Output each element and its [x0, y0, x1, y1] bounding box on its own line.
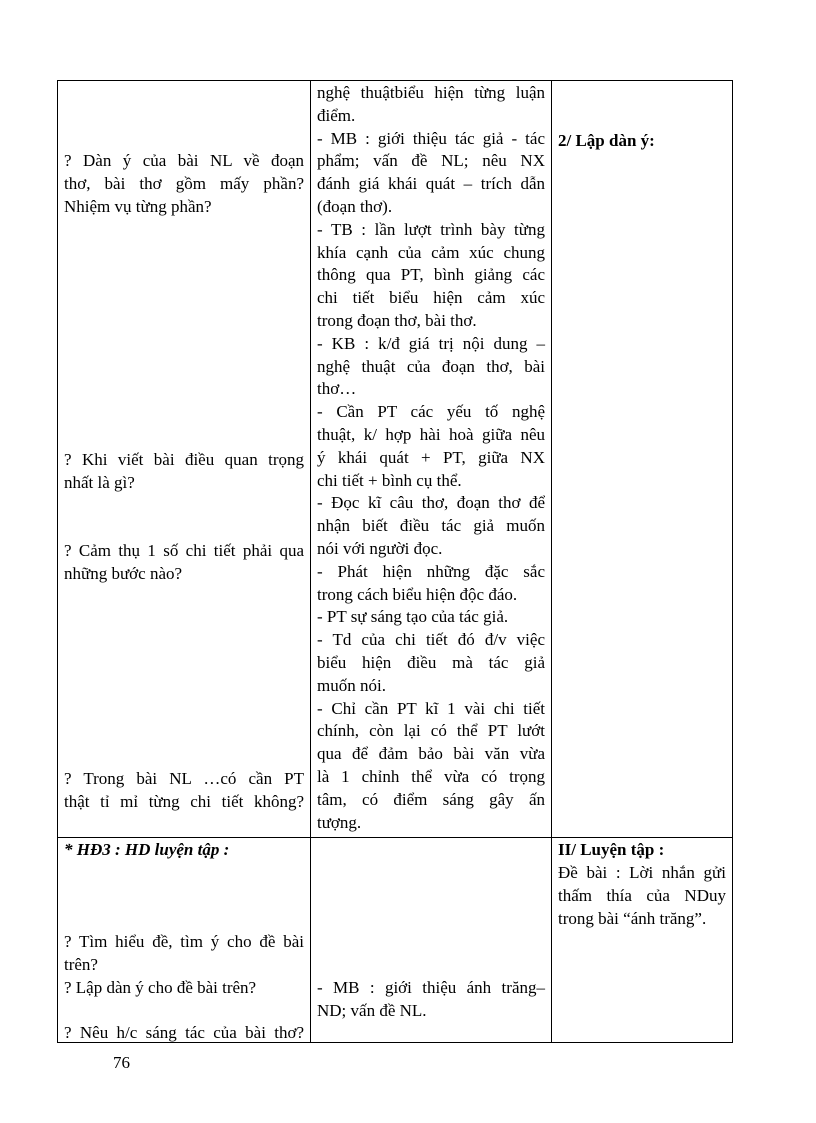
question-line: Nhiệm vụ từng phần?: [64, 197, 212, 216]
answer-line: trong đoạn thơ, bài thơ.: [317, 311, 477, 330]
answer-line: - MB : giới thiệu tác giả - tác: [317, 128, 545, 148]
topic-line: Đề bài : Lời nhắn gửi: [558, 863, 726, 882]
practice-questions-cell: [58, 838, 311, 1043]
practice-answers-cell: [311, 838, 552, 1043]
answer-line: đánh giá khái quát – trích dẫn: [317, 174, 545, 194]
question-line: ? Cảm thụ 1 số chi tiết phải qua: [64, 541, 304, 560]
answer-line: tâm, có điểm sáng gây ấn: [317, 789, 545, 809]
table-row: [58, 838, 733, 1043]
answer-line: thuật, k/ hợp hài hoà giữa nêu: [317, 425, 545, 444]
answer-line: trong cách biểu hiện độc đáo.: [317, 584, 518, 604]
answer-line: ND; vấn đề NL.: [317, 1001, 427, 1020]
answer-line: (đoạn thơ).: [317, 197, 393, 216]
answer-line: - Cần PT các yếu tố nghệ: [317, 402, 545, 422]
heading-cell: [552, 81, 733, 838]
question-line: nhất là gì?: [64, 473, 135, 492]
table-row: [58, 81, 733, 838]
answer-line: nhận biết điều tác giả muốn: [317, 516, 545, 536]
practice-topic-cell: [552, 838, 733, 1043]
answer-line: ý khái quát + PT, giữa NX: [317, 447, 545, 467]
answer-line: chính, còn lại có thể PT lướt: [317, 721, 545, 741]
answer-line: tượng.: [317, 812, 362, 832]
question-line: ? Trong bài NL …có cần PT: [64, 769, 304, 788]
answer-line: nói với người đọc.: [317, 539, 443, 558]
question-line: ? Dàn ý của bài NL về đoạn: [64, 151, 304, 170]
answer-line: nghệ thuật của đoạn thơ, bài: [317, 356, 545, 376]
answer-line: chi tiết + bình cụ thể.: [317, 470, 462, 490]
outline-heading: 2/ Lập dàn ý:: [558, 131, 655, 150]
question-line: những bước nào?: [64, 564, 183, 583]
answer-line: - PT sự sáng tạo của tác giả.: [317, 607, 509, 627]
answer-line: - Đọc kĩ câu thơ, đoạn thơ để: [317, 493, 545, 513]
answer-line: - Phát hiện những đặc sắc: [317, 561, 545, 581]
answer-line: - Chỉ cần PT kĩ 1 vài chi tiết: [317, 698, 545, 718]
answer-line: điểm.: [317, 105, 356, 125]
answer-line: biểu hiện điều mà tác giả: [317, 653, 545, 672]
activity-heading: * HĐ3 : HD luyện tập :: [64, 840, 230, 859]
question-line: ? Lập dàn ý cho đề bài trên?: [64, 978, 257, 997]
answer-line: phẩm; vấn đề NL; nêu NX: [317, 151, 545, 171]
answer-line: nghệ thuậtbiểu hiện từng luận: [317, 83, 545, 102]
topic-line: thấm thía của NDuy: [558, 886, 726, 905]
answer-line: - KB : k/đ giá trị nội dung –: [317, 333, 545, 353]
practice-heading: II/ Luyện tập :: [558, 840, 665, 859]
answer-line: thông qua PT, bình giảng các: [317, 265, 545, 285]
answer-line: - Td của chi tiết đó đ/v việc: [317, 630, 545, 650]
lesson-table: [57, 80, 733, 1043]
topic-line: trong bài “ánh trăng”.: [558, 909, 707, 928]
answer-line: qua để đảm bảo bài văn vừa: [317, 744, 545, 764]
answer-line: khía cạnh của cảm xúc chung: [317, 242, 545, 262]
answers-cell: [311, 81, 552, 838]
question-line: ? Tìm hiểu đề, tìm ý cho đề bài: [64, 932, 304, 951]
answer-line: muốn nói.: [317, 675, 386, 695]
answer-line: - MB : giới thiệu ánh trăng–: [317, 978, 545, 997]
question-line: thật tỉ mỉ từng chi tiết không?: [64, 792, 304, 811]
question-line: trên?: [64, 955, 98, 974]
answer-line: thơ…: [317, 379, 357, 399]
question-line: ? Nêu h/c sáng tác của bài thơ?: [64, 1023, 304, 1042]
question-line: thơ, bài thơ gồm mấy phần?: [64, 174, 304, 193]
questions-cell: [58, 81, 311, 838]
question-line: ? Khi viết bài điều quan trọng: [64, 450, 304, 469]
page-number: 76: [113, 1053, 130, 1072]
answer-line: - TB : lần lượt trình bày từng: [317, 219, 545, 239]
answer-line: là 1 chỉnh thể vừa có trọng: [317, 767, 545, 786]
answer-line: chi tiết biểu hiện cảm xúc: [317, 288, 545, 308]
